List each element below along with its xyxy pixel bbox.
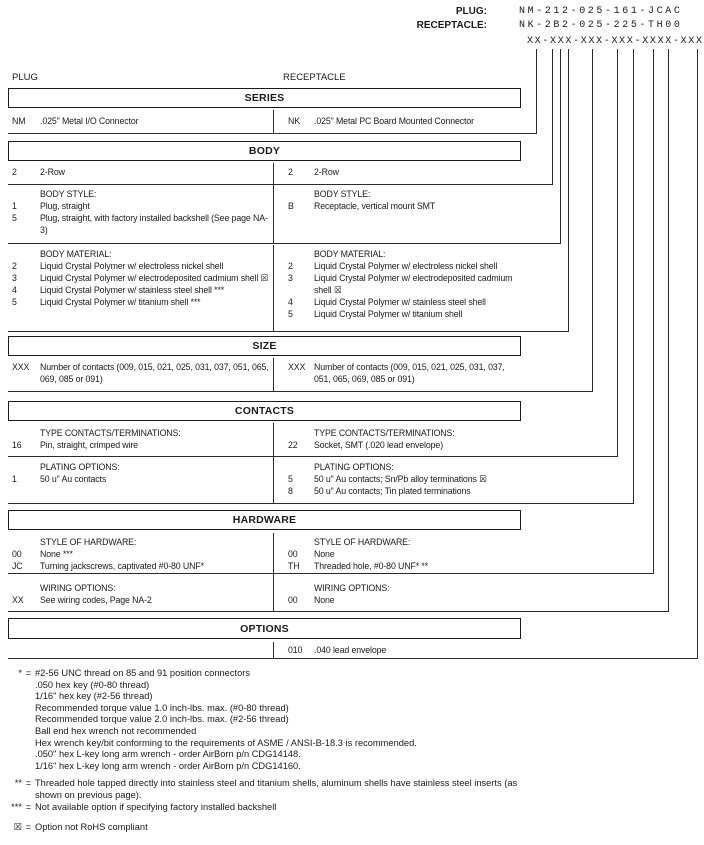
item-code: 16 <box>12 440 22 450</box>
item-desc: None *** <box>40 549 73 559</box>
series-left-desc: .025" Metal I/O Connector <box>40 116 139 126</box>
item-code: 00 <box>12 549 22 559</box>
footnote-equals: = <box>25 801 32 812</box>
series-header <box>8 88 521 108</box>
vline-body-row <box>552 49 553 185</box>
item-desc: 50 u" Au contacts <box>40 474 107 484</box>
contacts-type-block <box>8 423 521 456</box>
footnote-marker: * <box>18 668 22 678</box>
wiring-right-heading: WIRING OPTIONS: <box>314 583 390 593</box>
footnote-sub-line: Ball end hex wrench not recommended <box>35 725 197 736</box>
item-desc: 50 u" Au contacts; Sn/Pb alloy terminations ☒ <box>314 474 487 484</box>
footnote-text: #2-56 UNC thread on 85 and 91 position connectors <box>35 668 250 678</box>
footnote-sub-line: 1/16" hex key (#2-56 thread) <box>35 691 153 702</box>
item-code: XXX <box>288 362 306 372</box>
body-title: BODY <box>248 145 281 157</box>
body-material-right-item <box>288 296 519 308</box>
footnote-sub-line: Recommended torque value 2.0 inch-lbs. max. (#2-56 thread) <box>35 714 289 725</box>
body-material-right-item <box>288 308 519 320</box>
footnote-text: Threaded hole tapped directly into stainless steel and titanium shells, aluminum shells have stainless steel inserts (as shown on previous page). <box>35 778 518 800</box>
body-style-right-item <box>288 200 519 212</box>
footnote-equals: = <box>25 822 32 833</box>
item-code: 4 <box>288 297 293 307</box>
body-row-right-item <box>288 166 519 178</box>
footnotes <box>6 668 696 834</box>
body-material-left-item <box>12 296 270 308</box>
item-code: 010 <box>288 645 303 655</box>
item-code: 00 <box>288 549 298 559</box>
series-left-code: NM <box>12 116 26 126</box>
body-style-right-heading: BODY STYLE: <box>314 189 371 199</box>
size-header <box>8 336 521 356</box>
item-code: 3 <box>12 273 17 283</box>
item-desc: Pin, straight, crimped wire <box>40 440 138 450</box>
body-row-right-code: 2 <box>288 167 293 177</box>
receptacle-part-number-value: NK-2B2-025-225-TH00 <box>519 20 683 31</box>
column-label-receptacle: RECEPTACLE <box>283 72 346 83</box>
column-label-plug: PLUG <box>12 72 38 83</box>
item-desc: Liquid Crystal Polymer w/ electroless nickel shell <box>314 261 498 271</box>
body-material-right-item <box>288 260 519 272</box>
vline-series <box>536 49 537 134</box>
plating-right-heading: PLATING OPTIONS: <box>314 462 394 472</box>
footnote-text: Option not RoHS compliant <box>35 822 148 833</box>
size-right-item <box>288 361 519 385</box>
vline-wiring <box>668 49 669 612</box>
series-right-code: NK <box>288 116 300 126</box>
item-desc: Number of contacts (009, 015, 021, 025, 031, 037, 051, 065, 069, 085 or 091) <box>314 362 505 384</box>
footnote-marker: ** <box>14 778 22 789</box>
size-left-item <box>12 361 270 385</box>
hardware-style-left-item <box>12 560 270 572</box>
hline-body-style <box>8 243 561 244</box>
series-right-item <box>288 115 519 127</box>
body-style-left-heading: BODY STYLE: <box>40 189 97 199</box>
item-desc: Threaded hole, #0-80 UNF* ** <box>314 561 428 571</box>
options-right-item <box>288 644 519 656</box>
item-code: 00 <box>288 595 298 605</box>
contacts-type-left-item <box>12 439 270 451</box>
footnote-sub-line: .050" hex L-key long arm wrench - order AirBorn p/n CDG14148. <box>35 749 301 760</box>
footnote-marker: *** <box>11 801 22 812</box>
hline-options <box>8 658 698 659</box>
item-desc: Plug, straight, with factory installed backshell (See page NA-3) <box>40 213 268 235</box>
hardware-header <box>8 510 521 530</box>
vline-body-style <box>560 49 561 244</box>
item-code: 5 <box>12 297 17 307</box>
item-code: 3 <box>288 273 293 283</box>
item-code: B <box>288 201 294 211</box>
plating-left-item <box>12 473 270 485</box>
item-code: 1 <box>12 201 17 211</box>
item-desc: Receptacle, vertical mount SMT <box>314 201 436 211</box>
body-row-left-desc: 2-Row <box>40 167 65 177</box>
footnote-star <box>6 668 696 680</box>
options-row <box>8 642 521 658</box>
item-code: XXX <box>12 362 30 372</box>
item-desc: Turning jackscrews, captivated #0-80 UNF* <box>40 561 204 571</box>
hardware-style-left-item <box>12 548 270 560</box>
footnote-double-star <box>6 778 696 801</box>
item-desc: See wiring codes, Page NA-2 <box>40 595 152 605</box>
item-desc: Socket, SMT (.020 lead envelope) <box>314 440 444 450</box>
hline-size <box>8 391 593 392</box>
size-title: SIZE <box>252 340 277 352</box>
receptacle-part-number-label: RECEPTACLE: <box>416 20 487 31</box>
options-title: OPTIONS <box>240 622 289 635</box>
item-code: TH <box>288 561 300 571</box>
item-code: 4 <box>12 285 17 295</box>
hardware-title: HARDWARE <box>232 514 297 526</box>
item-code: 2 <box>12 261 17 271</box>
item-desc: Liquid Crystal Polymer w/ titanium shell <box>314 309 463 319</box>
hardware-style-block <box>8 533 521 573</box>
item-code: XX <box>12 595 24 605</box>
item-desc: Liquid Crystal Polymer w/ stainless steel shell <box>314 297 486 307</box>
hardware-style-left-heading: STYLE OF HARDWARE: <box>40 537 137 547</box>
footnote-triple-star <box>6 802 696 814</box>
footnote-equals: = <box>25 778 32 789</box>
plug-part-number-value: NM-212-025-161-JCAC <box>519 6 683 17</box>
vline-plating <box>633 49 634 504</box>
footnote-sub-line: 1/16" hex L-key long arm wrench - order AirBorn p/n CDG14160. <box>35 760 301 771</box>
contacts-type-right-heading: TYPE CONTACTS/TERMINATIONS: <box>314 428 455 438</box>
rohs-not-compliant-icon: ☒ <box>13 822 22 833</box>
body-style-left-item <box>12 200 270 212</box>
item-code: JC <box>12 561 23 571</box>
body-material-right-heading: BODY MATERIAL: <box>314 249 386 259</box>
wiring-right-item <box>288 594 519 606</box>
body-material-right-item <box>288 272 519 296</box>
body-style-block <box>8 184 521 243</box>
footnote-text: Not available option if specifying factory installed backshell <box>35 801 277 812</box>
series-title: SERIES <box>244 92 285 104</box>
body-material-block <box>8 245 521 331</box>
plating-left-heading: PLATING OPTIONS: <box>40 462 120 472</box>
body-material-left-heading: BODY MATERIAL: <box>40 249 112 259</box>
body-row-left-code: 2 <box>12 167 17 177</box>
vline-options <box>697 49 698 659</box>
item-desc: None <box>314 595 335 605</box>
plating-right-item <box>288 473 519 485</box>
body-header <box>8 141 521 161</box>
vline-hardware-style <box>653 49 654 574</box>
hline-body-material <box>8 331 569 332</box>
hline-series <box>8 133 537 134</box>
contacts-title: CONTACTS <box>234 405 295 417</box>
item-desc: Plug, straight <box>40 201 90 211</box>
item-code: 22 <box>288 440 298 450</box>
item-code: 5 <box>288 309 293 319</box>
body-style-left-item <box>12 212 270 236</box>
hardware-wiring-block <box>8 573 521 611</box>
footnote-sub-line: Hex wrench key/bit conforming to the requirements of ASME / ANSI-B-18.3 is recommended. <box>35 737 417 748</box>
item-desc: Liquid Crystal Polymer w/ electrodeposited cadmium shell ☒ <box>40 273 269 283</box>
item-desc: None <box>314 549 335 559</box>
body-row-right-desc: 2-Row <box>314 167 339 177</box>
plating-right-item <box>288 485 519 497</box>
footnote-sub-line: .050 hex key (#0-80 thread) <box>35 679 150 690</box>
hardware-style-right-item <box>288 560 519 572</box>
contacts-header <box>8 401 521 421</box>
contacts-type-right-item <box>288 439 519 451</box>
contacts-plating-block <box>8 456 521 503</box>
size-row <box>8 358 521 391</box>
hline-wiring <box>8 611 669 612</box>
wiring-left-item <box>12 594 270 606</box>
item-code: 1 <box>12 474 17 484</box>
vline-contact-type <box>617 49 618 457</box>
item-desc: Liquid Crystal Polymer w/ electrodeposited cadmium shell ☒ <box>314 273 513 295</box>
item-desc: .040 lead envelope <box>314 645 387 655</box>
body-material-left-item <box>12 272 270 284</box>
hline-plating <box>8 503 634 504</box>
item-desc: Liquid Crystal Polymer w/ stainless steel shell *** <box>40 285 225 295</box>
item-desc: 50 u" Au contacts; Tin plated terminations <box>314 486 471 496</box>
item-desc: Number of contacts (009, 015, 021, 025, 031, 037, 051, 065, 069, 085 or 091) <box>40 362 269 384</box>
item-desc: Liquid Crystal Polymer w/ titanium shell *** <box>40 297 201 307</box>
body-row-left-item <box>12 166 270 178</box>
series-row <box>8 110 521 133</box>
body-material-left-item <box>12 284 270 296</box>
series-left-item <box>12 115 270 127</box>
vline-body-material <box>568 49 569 332</box>
item-code: 2 <box>288 261 293 271</box>
body-row <box>8 163 521 184</box>
wiring-left-heading: WIRING OPTIONS: <box>40 583 116 593</box>
footnote-rohs <box>6 822 696 834</box>
part-number-mask: XX-XXX-XXX-XXX-XXXX-XXX <box>527 36 704 47</box>
footnote-equals: = <box>25 668 32 678</box>
plug-part-number-label: PLUG: <box>455 6 487 17</box>
item-desc: Liquid Crystal Polymer w/ electroless nickel shell <box>40 261 224 271</box>
series-right-desc: .025" Metal PC Board Mounted Connector <box>314 116 474 126</box>
footnote-sub-line: Recommended torque value 1.0 inch-lbs. max. (#0-80 thread) <box>35 702 289 713</box>
item-code: 5 <box>12 213 17 223</box>
item-code: 5 <box>288 474 293 484</box>
hardware-style-right-item <box>288 548 519 560</box>
vline-size <box>592 49 593 392</box>
hardware-style-right-heading: STYLE OF HARDWARE: <box>314 537 411 547</box>
contacts-type-left-heading: TYPE CONTACTS/TERMINATIONS: <box>40 428 181 438</box>
body-material-left-item <box>12 260 270 272</box>
options-header <box>8 618 521 639</box>
item-code: 8 <box>288 486 293 496</box>
